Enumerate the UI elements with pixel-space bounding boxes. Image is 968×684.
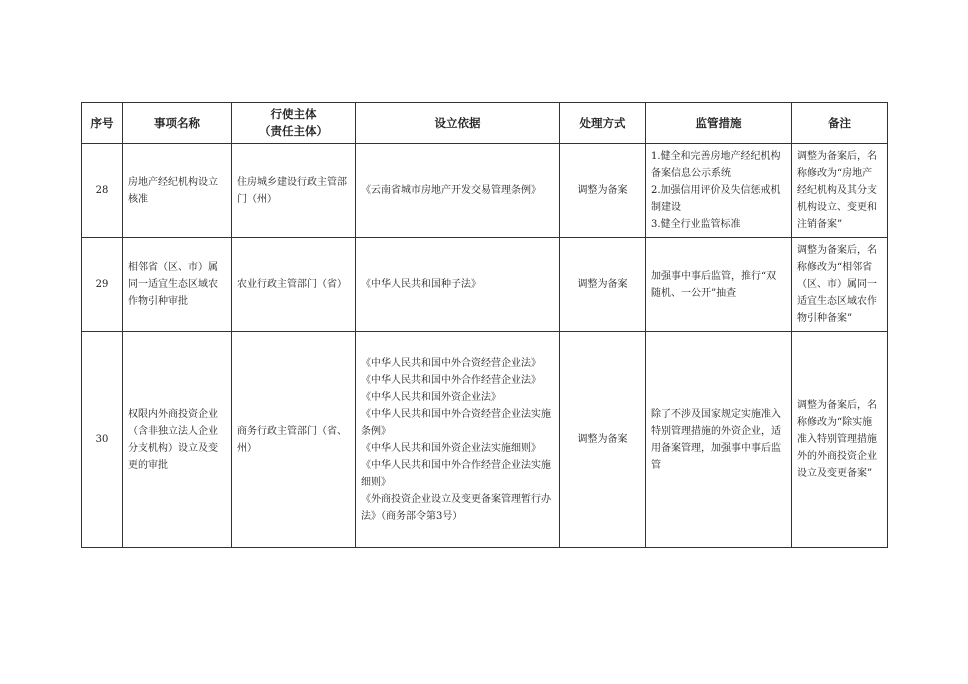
basis-item: 《中华人民共和国中外合作经营企业法实施细则》 (361, 459, 551, 488)
row-remark: 调整为备案后，名称修改为“除实施准入特别管理措施外的外商投资企业设立及变更备案” (792, 332, 888, 548)
row-name: 房地产经纪机构设立核准 (123, 144, 232, 238)
row-basis (356, 144, 560, 238)
measure-item: 3.健全行业监管标准 (651, 219, 741, 230)
basis-item: 《中华人民共和国中外合作经营企业法》 (361, 374, 541, 386)
row-name: 权限内外商投资企业（含非独立法人企业分支机构）设立及变更的审批 (123, 332, 232, 548)
row-measures (646, 144, 792, 238)
header-measures: 监管措施 (646, 103, 792, 144)
header-name: 事项名称 (123, 103, 232, 144)
header-row (82, 103, 888, 144)
row-remark: 调整为备案后，名称修改为“房地产经纪机构及其分支机构设立、变更和注销备案” (792, 144, 888, 238)
basis-item: 《中华人民共和国中外合资经营企业法》 (361, 357, 541, 369)
row-remark: 调整为备案后，名称修改为“相邻省（区、市）属同一适宜生态区域农作物引种备案” (792, 238, 888, 332)
header-basis: 设立依据 (356, 103, 560, 144)
header-body (232, 103, 356, 144)
header-remark: 备注 (792, 103, 888, 144)
row-measures (646, 238, 792, 332)
basis-item: 《中华人民共和国中外合资经营企业法实施条例》 (361, 408, 551, 437)
row-body: 商务行政主管部门（省、州） (232, 332, 356, 548)
row-method: 调整为备案 (560, 238, 646, 332)
header-no: 序号 (82, 103, 123, 144)
row-no: 30 (82, 332, 123, 548)
items-table (81, 102, 888, 548)
measure-item: 1.健全和完善房地产经纪机构备案信息公示系统 (651, 151, 781, 179)
measure-item: 加强事中事后监管，推行“双随机、一公开”抽查 (651, 270, 777, 299)
table-row (82, 238, 888, 332)
basis-item: 《中华人民共和国外资企业法实施细则》 (361, 442, 541, 454)
row-method: 调整为备案 (560, 144, 646, 238)
row-no: 29 (82, 238, 123, 332)
row-method: 调整为备案 (560, 332, 646, 548)
row-body: 住房城乡建设行政主管部门（州） (232, 144, 356, 238)
row-name: 相邻省（区、市）属同一适宜生态区域农作物引种审批 (123, 238, 232, 332)
row-basis (356, 238, 560, 332)
table-row (82, 332, 888, 548)
measure-item: 2.加强信用评价及失信惩戒机制建设 (651, 185, 781, 213)
row-basis (356, 332, 560, 548)
header-method: 处理方式 (560, 103, 646, 144)
basis-item: 《外商投资企业设立及变更备案管理暂行办法》（商务部令第3号） (361, 493, 551, 522)
row-measures (646, 332, 792, 548)
basis-item: 《云南省城市房地产开发交易管理条例》 (361, 185, 541, 196)
table-row (82, 144, 888, 238)
header-body-line1: 行使主体 (270, 107, 317, 121)
row-body: 农业行政主管部门（省） (232, 238, 356, 332)
header-body-line2: （责任主体） (259, 124, 328, 138)
basis-item: 《中华人民共和国外资企业法》 (361, 391, 501, 403)
row-no: 28 (82, 144, 123, 238)
basis-item: 《中华人民共和国种子法》 (361, 279, 481, 290)
measure-item: 除了不涉及国家规定实施准入特别管理措施的外资企业，适用备案管理，加强事中事后监管 (651, 408, 781, 471)
